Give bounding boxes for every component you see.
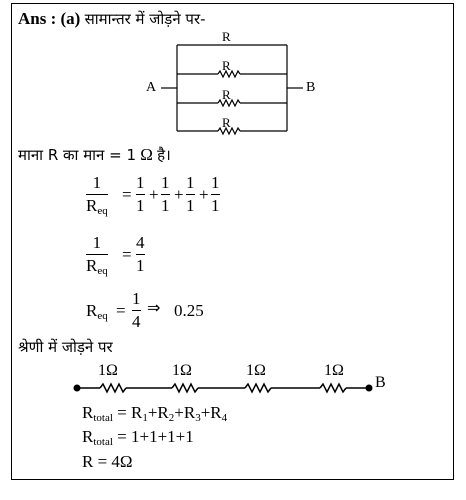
series-resistor-3 (245, 384, 271, 392)
series-circuit-diagram (78, 384, 368, 392)
resistor-label-2: R (222, 58, 231, 73)
eq1-term-4: 1 1 (211, 173, 220, 216)
series-terminal-b-dot (366, 385, 373, 392)
branch-4 (177, 128, 287, 134)
series-resistor-4 (320, 384, 346, 392)
series-resistor-2 (172, 384, 198, 392)
resistor-label-3: R (222, 87, 231, 102)
eq2-lhs-fraction: 1 $R_{eq}$ (86, 233, 108, 278)
series-terminal-b-label: B (375, 374, 386, 391)
eq1-plus-3: + (199, 185, 209, 204)
resistor-label-4: R (222, 115, 231, 130)
series-label-2: 1Ω (172, 362, 192, 379)
eq3-rhs-fraction: 1 4 (132, 289, 141, 332)
r-final-result: R = 4Ω (82, 452, 133, 471)
eq3-equals: = (116, 301, 126, 320)
eq2-rhs-fraction: 4 1 (136, 233, 145, 276)
eq2-equals: = (122, 245, 132, 264)
omega-symbol: Ω (140, 145, 153, 164)
eq1-plus-1: + (149, 185, 159, 204)
eq1-term-1: 1 1 (136, 173, 145, 216)
series-heading: श्रेणी में जोड़ने पर (18, 338, 113, 356)
resistor-label-1: R (222, 29, 231, 44)
eq1-term-2: 1 1 (161, 173, 170, 216)
assumption-line (18, 146, 171, 163)
assumption-suffix: है। (157, 146, 171, 164)
rtotal-sum-line: $R_{total} = R_1+R_2+R_3+R_4$ (82, 403, 228, 424)
series-resistor-1 (100, 384, 126, 392)
implies-arrow: ⇒ (147, 298, 161, 317)
rtotal-value-line: $R_{total} = 1+1+1+1$ (82, 427, 194, 448)
answer-label: Ans : (a) (18, 9, 81, 28)
eq3-lhs: $R_{eq}$ (86, 301, 108, 322)
eq1-term-3: 1 1 (186, 173, 195, 216)
eq1-equals: = (122, 185, 132, 204)
branch-2 (177, 71, 287, 77)
eq1-plus-2: + (174, 185, 184, 204)
terminal-a-label: A (146, 80, 157, 95)
series-label-3: 1Ω (246, 362, 266, 379)
series-label-1: 1Ω (98, 362, 118, 379)
parallel-heading-text: सामान्तर में जोड़ने पर- (84, 10, 206, 28)
branch-3 (177, 100, 287, 106)
eq3-result: 0.25 (174, 301, 204, 320)
eq1-lhs-fraction: 1 $R_{eq}$ (86, 173, 108, 218)
series-label-4: 1Ω (324, 362, 344, 379)
assumption-prefix: माना R का मान = 1 (18, 146, 137, 164)
series-terminal-a-dot (74, 385, 81, 392)
terminal-b-label: B (306, 80, 316, 95)
